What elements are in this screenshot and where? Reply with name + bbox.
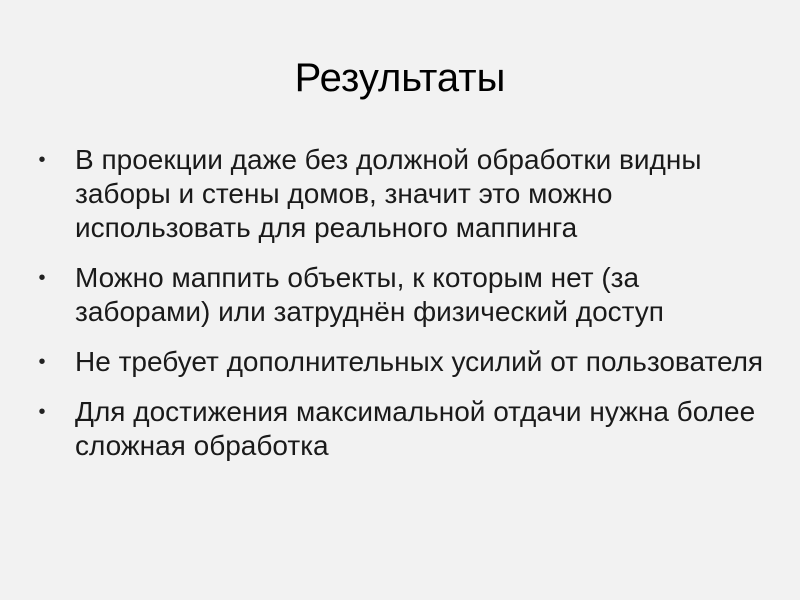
bullet-text: Для достижения максимальной отдачи нужна более сложная обработка [75,396,756,461]
bullet-list [32,143,772,479]
bullet-text: В проекции даже без должной обработки видны заборы и стены домов, значит это можно использовать для реального маппинга [75,144,702,243]
bullet-text: Можно маппить объекты, к которым нет (за заборами) или затруднён физический доступ [75,262,664,327]
bullet-dot-icon: • [38,267,46,289]
bullet-dot-icon: • [38,351,46,373]
bullet-item [32,345,772,379]
bullet-item [32,395,772,463]
bullet-item [32,143,772,245]
bullet-item [32,261,772,329]
bullet-text: Не требует дополнительных усилий от пользователя [75,346,764,377]
slide-title: Результаты [294,56,506,100]
bullet-dot-icon: • [38,149,46,171]
bullet-dot-icon: • [38,401,46,423]
